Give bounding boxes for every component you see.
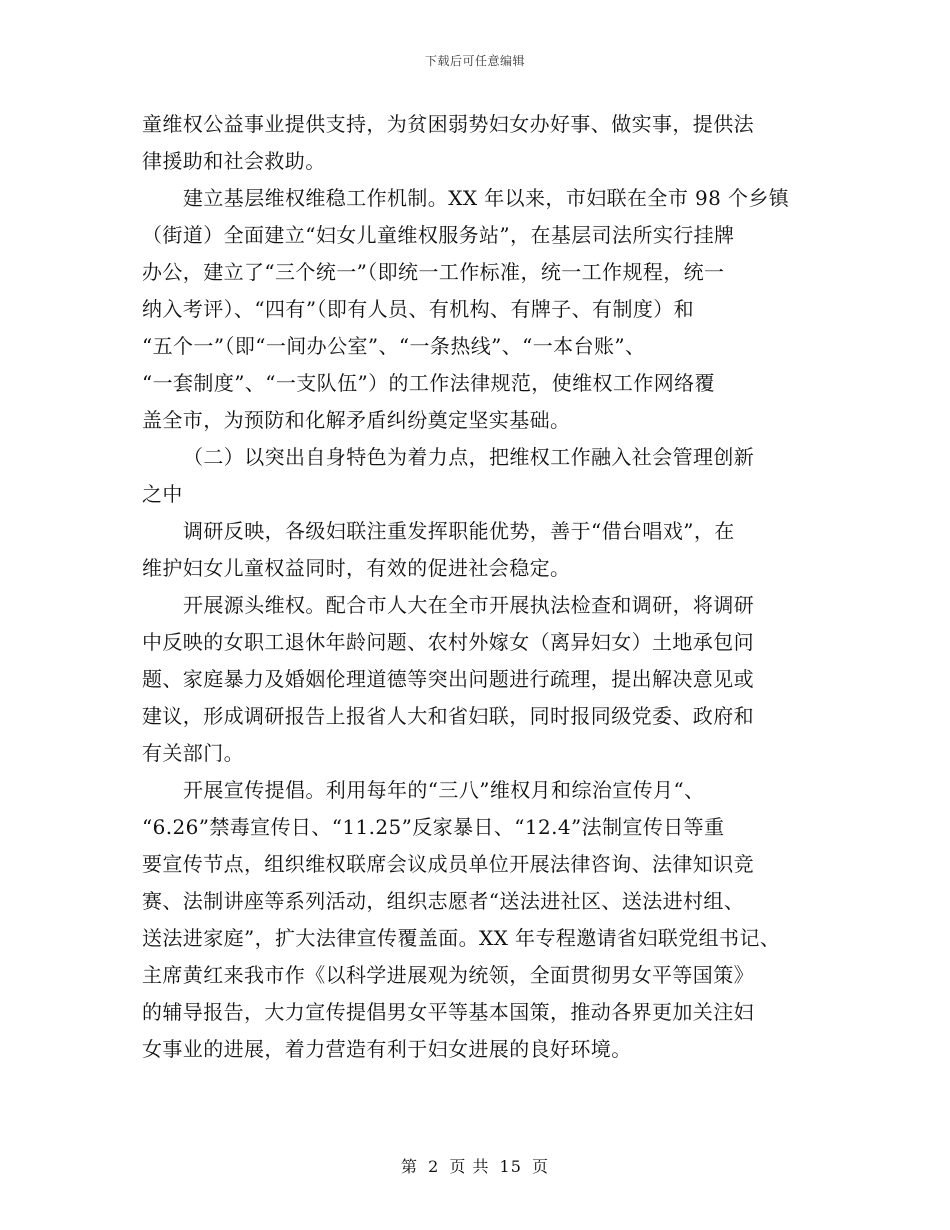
text-line: 盖全市，为预防和化解矛盾纠纷奠定坚实基础。: [142, 408, 571, 432]
footer-suffix: 页: [532, 1157, 550, 1176]
text-line: 要宣传节点，组织维权联席会议成员单位开展法律咨询、法律知识竞: [142, 852, 754, 876]
document-body: [142, 106, 822, 1068]
text-line: 之中: [142, 482, 183, 506]
text-line: 的辅导报告，大力宣传提倡男女平等基本国策，推动各界更加关注妇: [142, 1000, 754, 1024]
text-line: “6.26”禁毒宣传日、“11.25”反家暴日、“12.4”法制宣传日等重: [142, 815, 725, 839]
text-line: “五个一”（即“一间办公室”、“一条热线”、“一本台账”、: [142, 334, 646, 358]
text-line: 办公，建立了“三个统一”（即统一工作标准，统一工作规程，统一: [142, 260, 725, 284]
text-line: 开展源头维权。配合市人大在全市开展执法检查和调研，将调研: [183, 593, 755, 617]
text-line: “一套制度”、“一支队伍”）的工作法律规范，使维权工作网络覆: [142, 371, 715, 395]
page-header: 下载后可任意编辑: [424, 54, 525, 68]
text-line: 纳入考评）、“四有”（即有人员、有机构、有牌子、有制度）和: [142, 297, 695, 321]
text-line: 送法进家庭”，扩大法律宣传覆盖面。XX 年专程邀请省妇联党组书记、: [142, 926, 781, 950]
text-line: （街道）全面建立“妇女儿童维权服务站”，在基层司法所实行挂牌: [142, 223, 735, 247]
text-line: 建议，形成调研报告上报省人大和省妇联，同时报同级党委、政府和: [142, 704, 754, 728]
text-line: 童维权公益事业提供支持，为贫困弱势妇女办好事、做实事，提供法: [142, 112, 754, 136]
text-line: 题、家庭暴力及婚姻伦理道德等突出问题进行疏理，提出解决意见或: [142, 667, 754, 691]
text-line: 开展宣传提倡。利用每年的“三八”维权月和综治宣传月“、: [183, 778, 705, 802]
footer-page-number: 2: [428, 1157, 440, 1176]
text-line: 调研反映，各级妇联注重发挥职能优势，善于“借台唱戏”，在: [183, 519, 735, 543]
text-line: 维护妇女儿童权益同时，有效的促进社会稳定。: [142, 556, 571, 580]
text-line: 中反映的女职工退休年龄问题、农村外嫁女（离异妇女）土地承包问: [142, 630, 754, 654]
footer-prefix: 第: [400, 1157, 418, 1176]
footer-total-pages: 15: [499, 1157, 522, 1176]
text-line: 女事业的进展，着力营造有利于妇女进展的良好环境。: [142, 1037, 632, 1061]
text-line: 律援助和社会救助。: [142, 149, 326, 173]
text-line: 主席黄红来我市作《以科学进展观为统领，全面贯彻男女平等国策》: [142, 963, 754, 987]
text-line: 建立基层维权维稳工作机制。XX 年以来，市妇联在全市 98 个乡镇: [183, 186, 790, 210]
page-footer: [0, 1154, 950, 1177]
text-line: （二）以突出自身特色为着力点，把维权工作融入社会管理创新: [183, 445, 755, 469]
text-line: 赛、法制讲座等系列活动，组织志愿者“送法进社区、送法进村组、: [142, 889, 745, 913]
footer-mid: 页 共: [449, 1157, 490, 1176]
text-line: 有关部门。: [142, 741, 244, 765]
